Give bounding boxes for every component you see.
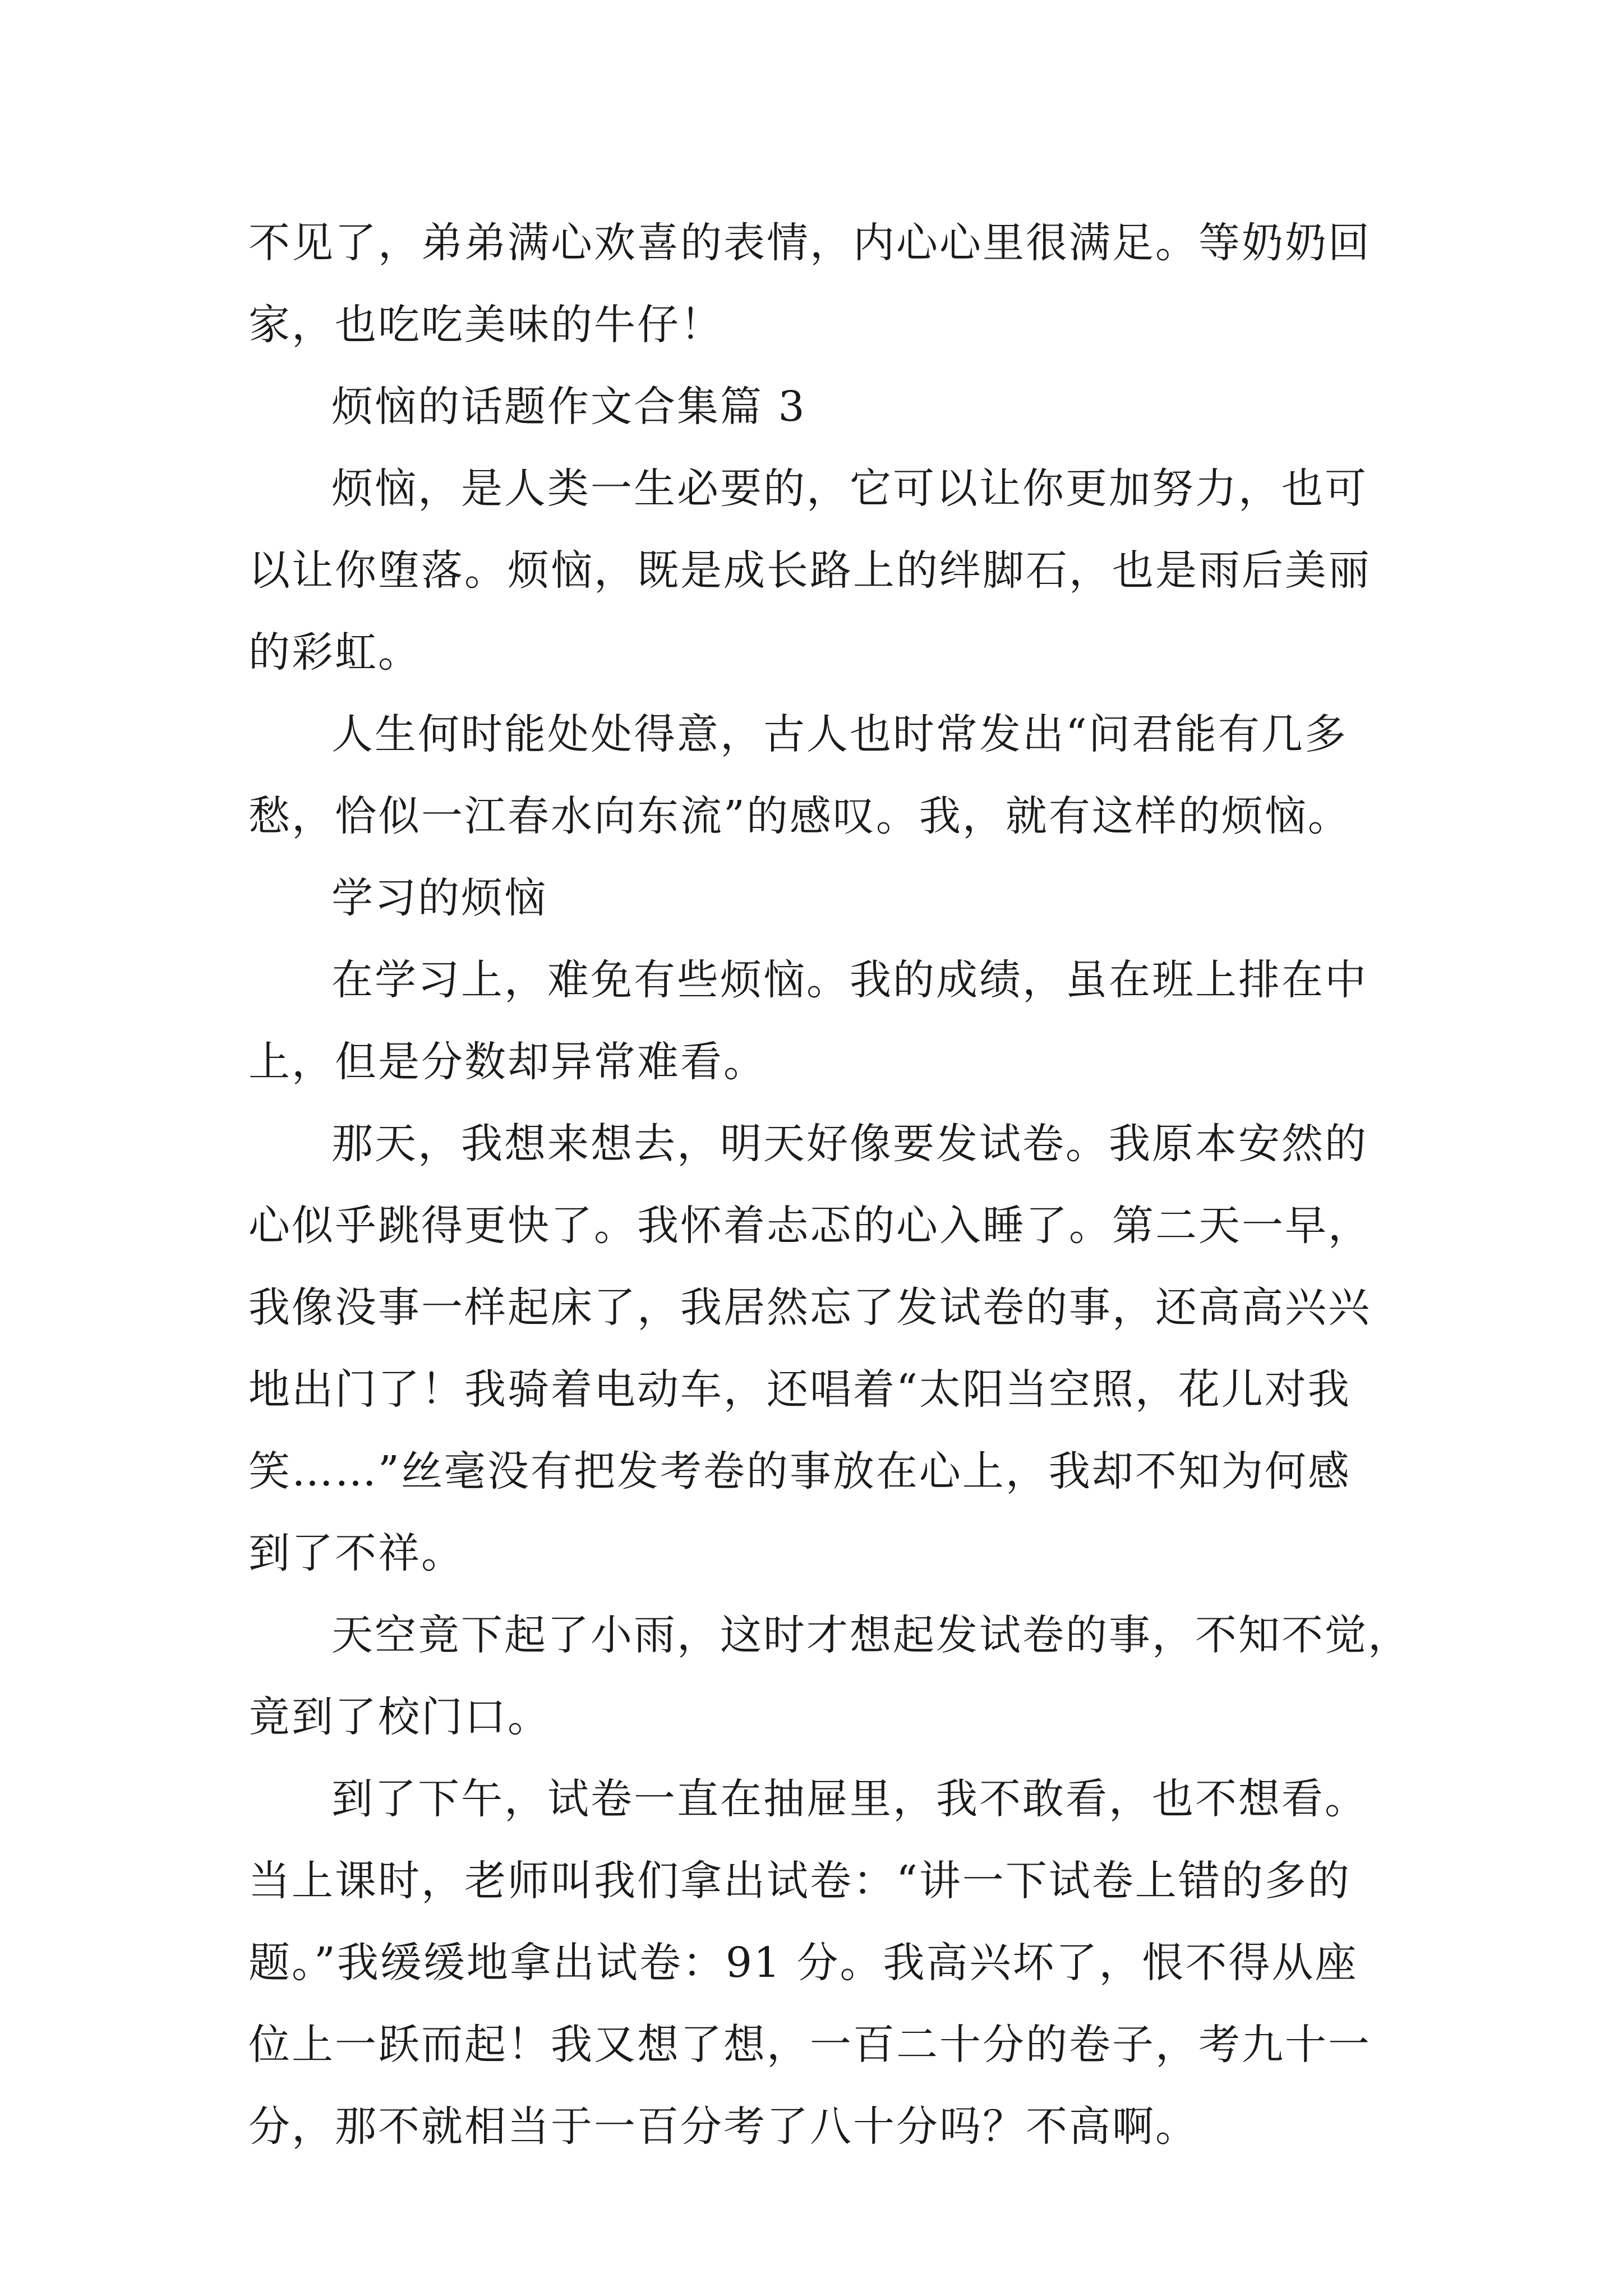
text-line: 以让你堕落。烦恼，既是成长路上的绊脚石，也是雨后美丽 — [248, 546, 1371, 595]
text-line: 上，但是分数却异常难看。 — [248, 1038, 767, 1086]
text-line: 那天，我想来想去，明天好像要发试卷。我原本安然的 — [331, 1120, 1368, 1168]
text-line: 笑……”丝毫没有把发考卷的事放在心上，我却不知为何感 — [248, 1447, 1351, 1496]
text-line: 不见了，弟弟满心欢喜的表情，内心心里很满足。等奶奶回 — [248, 219, 1371, 267]
text-line: 在学习上，难免有些烦恼。我的成绩，虽在班上排在中 — [331, 956, 1368, 1004]
text-line: 地出门了！我骑着电动车，还唱着“太阳当空照，花儿对我 — [248, 1365, 1351, 1414]
text-line: 烦恼，是人类一生必要的，它可以让你更加努力，也可 — [331, 464, 1368, 513]
text-line: 竟到了校门口。 — [248, 1693, 551, 1741]
text-line: 分，那不就相当于一百分考了八十分吗？不高啊。 — [248, 2102, 1198, 2151]
text-line: 学习的烦恼 — [331, 874, 547, 922]
text-line: 的彩虹。 — [248, 628, 421, 677]
text-line: 到了下午，试卷一直在抽屉里，我不敢看，也不想看。 — [331, 1775, 1368, 1823]
text-line: 人生何时能处处得意，古人也时常发出“问君能有几多 — [331, 710, 1348, 758]
text-line: 我像没事一样起床了，我居然忘了发试卷的事，还高高兴兴 — [248, 1283, 1371, 1332]
text-line: 愁，恰似一江春水向东流”的感叹。我，就有这样的烦恼。 — [248, 792, 1351, 840]
text-line: 烦恼的话题作文合集篇 3 — [331, 383, 806, 431]
text-line: 天空竟下起了小雨，这时才想起发试卷的事，不知不觉， — [331, 1611, 1411, 1659]
text-line: 题。”我缓缓地拿出试卷：91 分。我高兴坏了，恨不得从座 — [248, 1939, 1358, 1987]
text-line: 到了不祥。 — [248, 1529, 464, 1577]
text-line: 家，也吃吃美味的牛仔！ — [248, 301, 723, 349]
document-body — [248, 202, 1411, 2168]
text-line: 当上课时，老师叫我们拿出试卷：“讲一下试卷上错的多的 — [248, 1857, 1351, 1905]
text-line: 位上一跃而起！我又想了想，一百二十分的卷子，考九十一 — [248, 2021, 1371, 2069]
text-line: 心似乎跳得更快了。我怀着忐忑的心入睡了。第二天一早， — [248, 1202, 1371, 1250]
